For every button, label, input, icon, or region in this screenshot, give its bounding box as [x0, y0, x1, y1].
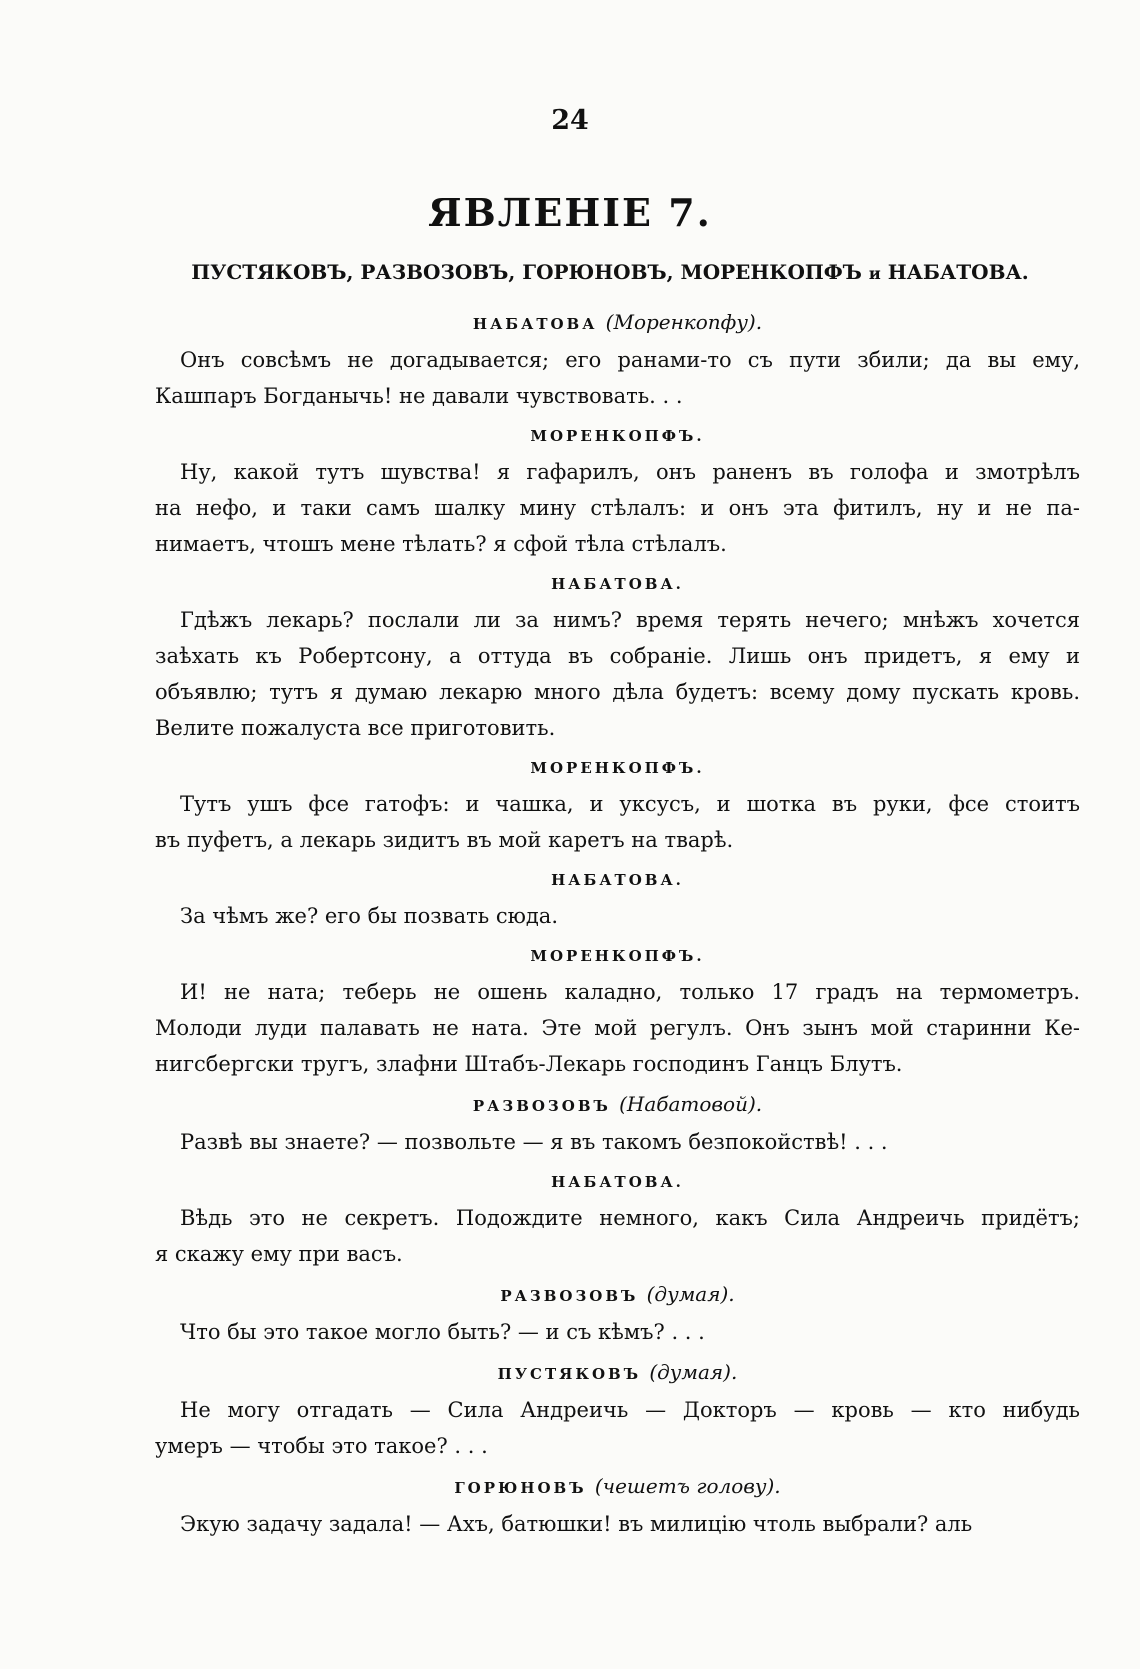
stage-direction: (Набатовой).: [619, 1092, 763, 1116]
speech-line: Гдѣжъ лекарь? послали ли за нимъ? время терять нечего; мнѣжъ хочется: [180, 608, 1080, 632]
speech-line: въ пуфетъ, а лекарь зидитъ въ мой каретъ на тварѣ.: [155, 828, 734, 852]
speech: [155, 454, 1080, 562]
speaker-name: РАЗВОЗОВЪ: [500, 1287, 639, 1305]
speech-line: Ну, какой тутъ шувства! я гафарилъ, онъ раненъ въ голофа и змотрѣлъ: [180, 460, 1080, 484]
speech-line: Вѣдь это не секретъ. Подождите немного, какъ Сила Андреичь придётъ;: [180, 1206, 1080, 1230]
speaker-heading: [155, 1170, 1080, 1194]
speech-line: на нефо, и таки самъ шалку мину стѣлалъ: и онъ эта фитилъ, ну и не па-: [155, 496, 1080, 520]
speaker-name: МОРЕНКОПФЪ.: [530, 947, 705, 965]
speaker-name: РАЗВОЗОВЪ: [472, 1097, 611, 1115]
cast-names: ПУСТЯКОВЪ, РАЗВОЗОВЪ, ГОРЮНОВЪ, МОРЕНКОПФЪ: [191, 260, 862, 284]
speaker-heading: [155, 1282, 1080, 1308]
scene-title: ЯВЛЕНІЕ 7.: [428, 190, 712, 235]
speaker-heading: [155, 310, 1080, 336]
speech-line: я скажу ему при васъ.: [155, 1242, 403, 1266]
speech-line: Онъ совсѣмъ не догадывается; его ранами-то съ пути збили; да вы ему,: [180, 348, 1080, 372]
cast-last: НАБАТОВА.: [887, 260, 1029, 284]
speaker-name: ГОРЮНОВЪ: [454, 1479, 587, 1497]
cast-list: [160, 260, 1060, 284]
speech: [155, 602, 1080, 746]
speaker-heading: [155, 868, 1080, 892]
speaker-heading: [155, 424, 1080, 448]
cast-conjunction: и: [868, 264, 881, 283]
speech: [155, 1314, 1080, 1350]
speech-line: Что бы это такое могло быть? — и съ кѣмъ? . . .: [180, 1320, 705, 1344]
speech: [155, 974, 1080, 1082]
stage-direction: (Моренкопфу).: [605, 310, 763, 334]
speaker-heading: [155, 572, 1080, 596]
speaker-name: НАБАТОВА: [472, 315, 598, 333]
speaker-heading: [155, 1092, 1080, 1118]
speaker-heading: [155, 756, 1080, 780]
speaker-name: ПУСТЯКОВЪ: [497, 1365, 642, 1383]
speech: [155, 1506, 1080, 1542]
speech: [155, 1124, 1080, 1160]
speech-line: Кашпаръ Богданычь! не давали чувствовать. . .: [155, 384, 683, 408]
speech-line: Развѣ вы знаете? — позвольте — я въ такомъ безпокойствѣ! . . .: [180, 1130, 888, 1154]
speech-line: За чѣмъ же? его бы позвать сюда.: [180, 904, 558, 928]
speech-line: Не могу отгадать — Сила Андреичь — Докторъ — кровь — кто нибудь: [180, 1398, 1080, 1422]
speech-line: объявлю; тутъ я думаю лекарю много дѣла будетъ: всему дому пускать кровь.: [155, 680, 1080, 704]
stage-direction: (думая).: [646, 1282, 735, 1306]
speech-line: И! не ната; теберь не ошень каладно, только 17 градъ на термометръ.: [180, 980, 1080, 1004]
speaker-name: НАБАТОВА.: [551, 871, 684, 889]
speaker-heading: [155, 1474, 1080, 1500]
speech: [155, 1392, 1080, 1464]
speaker-name: НАБАТОВА.: [551, 575, 684, 593]
speaker-name: МОРЕНКОПФЪ.: [530, 427, 705, 445]
speaker-heading: [155, 944, 1080, 968]
speaker-name: МОРЕНКОПФЪ.: [530, 759, 705, 777]
page-number: 24: [551, 105, 589, 136]
speech: [155, 898, 1080, 934]
speech: [155, 342, 1080, 414]
speech-line: нигсбергски тругъ, злафни Штабъ-Лекарь господинъ Ганцъ Блутъ.: [155, 1052, 903, 1076]
speech-line: нимаетъ, чтошъ мене тѣлать? я сфой тѣла стѣлалъ.: [155, 532, 727, 556]
stage-direction: (чешетъ голову).: [594, 1474, 781, 1498]
speech: [155, 1200, 1080, 1272]
speech-line: умеръ — чтобы это такое? . . .: [155, 1434, 488, 1458]
speech-line: Молоди луди палавать не ната. Эте мой регулъ. Онъ зынъ мой старинни Ке-: [155, 1016, 1080, 1040]
dialogue: [155, 300, 1080, 1542]
stage-direction: (думая).: [649, 1360, 738, 1384]
speech: [155, 786, 1080, 858]
speech-line: Велите пожалуста все приготовить.: [155, 716, 556, 740]
speaker-name: НАБАТОВА.: [551, 1173, 684, 1191]
speech-line: заѣхать къ Робертсону, а оттуда въ собраніе. Лишь онъ придетъ, я ему и: [155, 644, 1080, 668]
speaker-heading: [155, 1360, 1080, 1386]
speech-line: Тутъ ушъ фсе гатофъ: и чашка, и уксусъ, и шотка въ руки, фсе стоитъ: [180, 792, 1080, 816]
speech-line: Экую задачу задала! — Ахъ, батюшки! въ милицію чтоль выбрали? аль: [180, 1512, 973, 1536]
